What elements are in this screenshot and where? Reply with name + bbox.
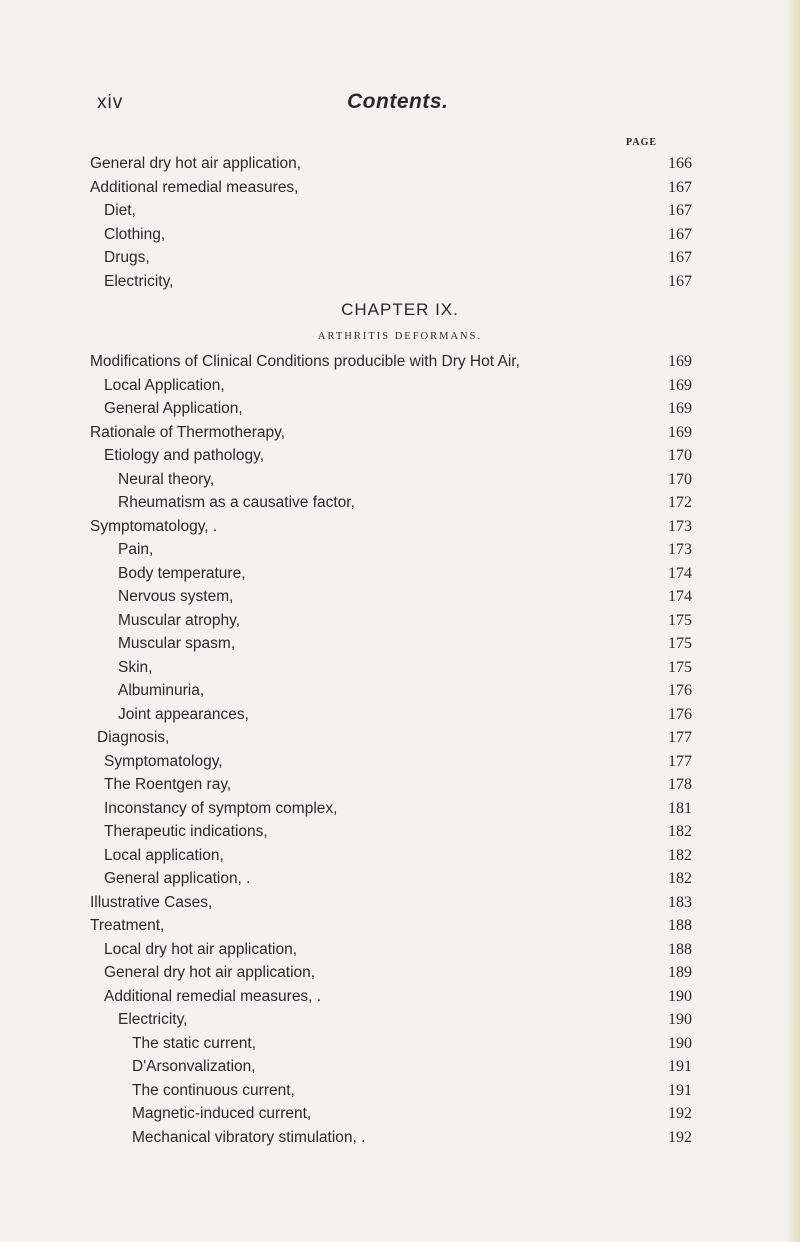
toc-entry-title: Body temperature, [118, 564, 246, 582]
toc-entry-title: Local Application, [104, 376, 225, 394]
toc-entry [90, 421, 708, 445]
toc-entry-title: Diagnosis, [97, 729, 170, 746]
toc-entry-page: 173 [668, 541, 692, 558]
toc-entry-title: General Application, [104, 400, 243, 417]
toc-entry-title: Muscular spasm, [118, 635, 236, 652]
toc-entry-title: Additional remedial measures, . [104, 987, 322, 1005]
toc-entry [90, 726, 708, 750]
toc-entry-title: Local application, [104, 846, 224, 864]
toc-entry-page: 169 [668, 400, 692, 417]
toc-entry-page: 176 [668, 705, 692, 723]
toc-entry-title: Additional remedial measures, [90, 178, 299, 196]
toc-entry-title: Electricity, [104, 272, 174, 290]
toc-entry [90, 491, 708, 515]
toc-entry-page: 167 [668, 225, 692, 243]
toc-entry [90, 632, 708, 656]
toc-entry-page: 178 [668, 776, 692, 793]
running-title: Contents. [347, 90, 449, 113]
toc-entry-title: Therapeutic indications, [104, 823, 268, 840]
toc-entry-page: 177 [668, 752, 692, 770]
toc-entry [90, 961, 708, 985]
toc-entry-page: 175 [668, 658, 692, 676]
toc-entry-page: 173 [668, 517, 692, 535]
page-header [97, 92, 740, 122]
toc-entry [90, 1055, 708, 1079]
toc-entry [90, 1079, 708, 1103]
toc-entry [90, 270, 708, 294]
page-column-label: PAGE [626, 137, 658, 148]
toc-entry-title: Local dry hot air application, [104, 940, 298, 958]
toc-entry [90, 152, 708, 176]
toc-entry-title: Albuminuria, [118, 682, 205, 699]
toc-entry [90, 350, 708, 374]
toc-entry-title: Inconstancy of symptom complex, [104, 799, 338, 817]
toc-entry-page: 169 [668, 376, 692, 394]
toc-entry-page: 167 [668, 202, 692, 219]
toc-entry [90, 468, 708, 492]
toc-entry-title: Clothing, [104, 225, 166, 243]
toc-entry-page: 190 [668, 1011, 692, 1028]
toc-entry-page: 192 [668, 1128, 692, 1146]
toc-entry-title: Pain, [118, 541, 154, 558]
toc-entry [90, 223, 708, 247]
toc-entry-title: Symptomatology, [104, 752, 223, 770]
toc-entry-title: Muscular atrophy, [118, 611, 241, 629]
toc-entry [90, 562, 708, 586]
toc-entry-title: Illustrative Cases, [90, 893, 213, 911]
toc-entry-title: General application, . [104, 870, 251, 887]
toc-entry-title: The static current, [132, 1034, 257, 1052]
toc-entry-page: 170 [668, 470, 692, 488]
toc-entry [90, 914, 708, 938]
toc-entry [90, 750, 708, 774]
toc-top-section [90, 152, 708, 293]
toc-entry [90, 1032, 708, 1056]
toc-entry-page: 172 [668, 494, 692, 511]
toc-entry-title: Modifications of Clinical Conditions producible with Dry Hot Air, [90, 353, 520, 370]
toc-entry-title: General dry hot air application, [104, 964, 316, 981]
toc-entry-title: Rationale of Thermotherapy, [90, 423, 286, 441]
toc-entry [90, 679, 708, 703]
toc-entry-title: D'Arsonvalization, [132, 1058, 256, 1075]
toc-entry-page: 167 [668, 178, 692, 196]
toc-entry-page: 191 [668, 1081, 692, 1099]
toc-entry-page: 176 [668, 682, 692, 699]
toc-entry-page: 174 [668, 588, 692, 605]
toc-entry-page: 177 [668, 729, 692, 746]
toc-entry-page: 182 [668, 823, 692, 840]
toc-entry [90, 703, 708, 727]
toc-entry-page: 170 [668, 447, 692, 464]
toc-entry-page: 190 [668, 1034, 692, 1052]
toc-entry-page: 183 [668, 893, 692, 911]
toc-entry-page: 191 [668, 1058, 692, 1075]
toc-entry-title: Rheumatism as a causative factor, [118, 494, 355, 511]
toc-entry [90, 538, 708, 562]
toc-entry-title: Neural theory, [118, 470, 215, 488]
toc-entry [90, 773, 708, 797]
toc-entry-page: 175 [668, 611, 692, 629]
toc-entry-page: 167 [668, 249, 692, 266]
toc-entry-page: 182 [668, 846, 692, 864]
toc-entry [90, 1102, 708, 1126]
toc-entry [90, 820, 708, 844]
toc-entry [90, 397, 708, 421]
toc-entry-title: Treatment, [90, 917, 165, 934]
toc-entry-page: 174 [668, 564, 692, 582]
toc-entry [90, 867, 708, 891]
toc-entry-page: 175 [668, 635, 692, 652]
toc-entry-title: Mechanical vibratory stimulation, . [132, 1128, 366, 1146]
toc-entry-title: General dry hot air application, [90, 155, 302, 172]
toc-entry-title: Symptomatology, . [90, 517, 218, 535]
toc-entry [90, 199, 708, 223]
chapter-heading: CHAPTER IX. [341, 300, 459, 319]
toc-entry-title: Joint appearances, [118, 705, 249, 723]
toc-entry [90, 938, 708, 962]
toc-entry-page: 188 [668, 940, 692, 958]
page-folio: xiv [97, 92, 124, 113]
toc-entry [90, 176, 708, 200]
toc-entry-page: 192 [668, 1105, 692, 1122]
toc-entry-title: The continuous current, [132, 1081, 295, 1099]
toc-entry-page: 166 [668, 155, 692, 172]
toc-entry [90, 585, 708, 609]
toc-entry [90, 656, 708, 680]
toc-entry-page: 181 [668, 799, 692, 817]
toc-entry-page: 167 [668, 272, 692, 290]
toc-entry-page: 182 [668, 870, 692, 887]
toc-entry-page: 169 [668, 353, 692, 370]
toc-entry [90, 1126, 708, 1150]
toc-entry [90, 246, 708, 270]
toc-entry-title: The Roentgen ray, [104, 776, 232, 793]
toc-entry-title: Magnetic-induced current, [132, 1105, 312, 1122]
toc-entry-title: Electricity, [118, 1011, 188, 1028]
toc-entry [90, 1008, 708, 1032]
toc-entry-title: Diet, [104, 202, 136, 219]
toc-chapter-section [90, 350, 708, 1149]
page-edge [786, 0, 800, 1242]
toc-entry-page: 189 [668, 964, 692, 981]
chapter-subtitle: ARTHRITIS DEFORMANS. [317, 331, 483, 342]
toc-entry-page: 169 [668, 423, 692, 441]
toc-entry-title: Nervous system, [118, 588, 234, 605]
toc-entry [90, 797, 708, 821]
toc-entry-title: Skin, [118, 658, 153, 676]
toc-entry [90, 444, 708, 468]
toc-entry [90, 985, 708, 1009]
toc-entry [90, 374, 708, 398]
toc-entry [90, 609, 708, 633]
toc-entry [90, 844, 708, 868]
toc-entry-title: Drugs, [104, 249, 150, 266]
toc-entry-page: 190 [668, 987, 692, 1005]
toc-entry-page: 188 [668, 917, 692, 934]
toc-entry [90, 891, 708, 915]
toc-entry-title: Etiology and pathology, [104, 447, 264, 464]
toc-entry [90, 515, 708, 539]
